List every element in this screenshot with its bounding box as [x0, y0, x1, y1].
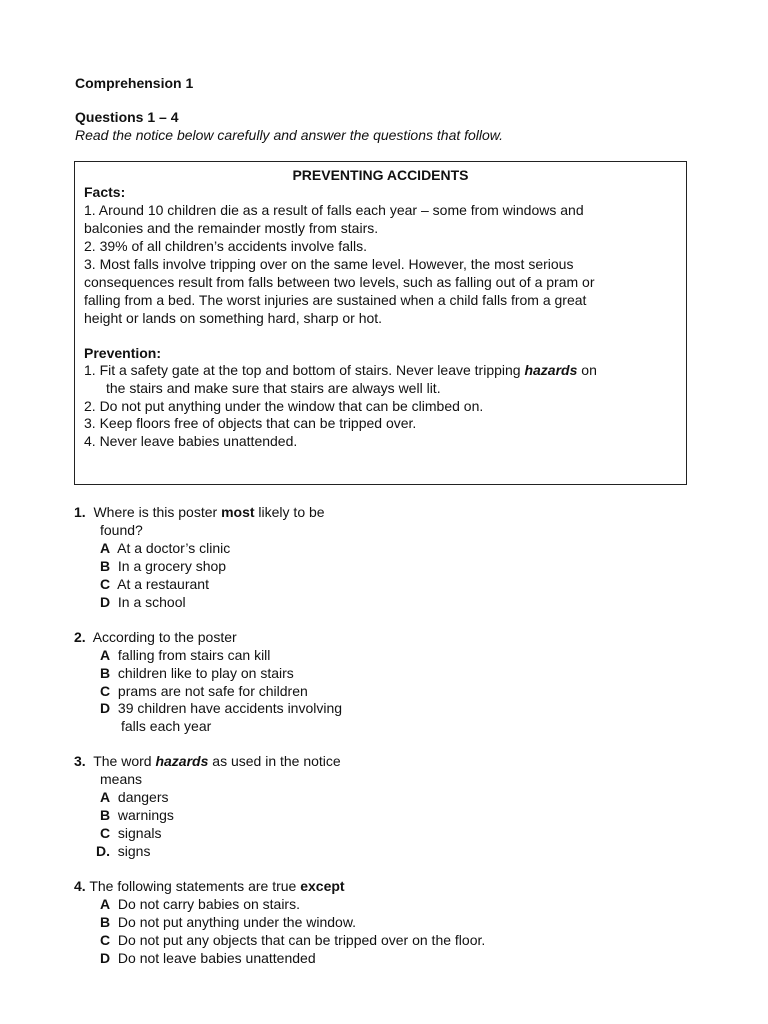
prevention-1-line-2: the stairs and make sure that stairs are always well lit. [106, 380, 441, 396]
question-3-stem-line-2: means [100, 771, 143, 787]
question-text: According to the poster [92, 629, 237, 645]
option-letter: B [100, 665, 111, 681]
question-2-option-d-line-2: falls each year [121, 718, 212, 734]
option-letter: B [100, 914, 111, 930]
question-text: Where is this poster [93, 504, 222, 520]
question-1-option-a[interactable] [100, 540, 230, 558]
fact-2: 2. 39% of all children’s accidents involve falls. [84, 238, 368, 254]
option-text: At a doctor’s clinic [117, 540, 231, 556]
question-4-stem [74, 878, 345, 896]
option-text: In a school [117, 594, 186, 610]
question-number: 1. [74, 504, 86, 520]
prevention-2: 2. Do not put anything under the window that can be climbed on. [84, 398, 484, 414]
prevention-4: 4. Never leave babies unattended. [84, 433, 298, 449]
option-letter: D [100, 700, 111, 716]
question-text: The word [93, 753, 156, 769]
instructions: Read the notice below carefully and answer the questions that follow. [75, 127, 504, 143]
option-letter: A [100, 540, 111, 556]
question-text-tail: likely to be [254, 504, 325, 520]
option-text: children like to play on stairs [117, 665, 294, 681]
option-letter: D [100, 950, 111, 966]
question-1-option-c[interactable] [100, 576, 209, 594]
option-letter: A [100, 896, 111, 912]
option-text: Do not carry babies on stairs. [117, 896, 300, 912]
option-letter: D. [96, 843, 110, 859]
question-3-option-d[interactable] [96, 843, 150, 861]
questions-range: Questions 1 – 4 [75, 109, 179, 125]
option-text: Do not leave babies unattended [117, 950, 316, 966]
fact-3-line-2: consequences result from falls between two levels, such as falling out of a pram or [84, 274, 595, 290]
option-text: Do not put anything under the window. [117, 914, 357, 930]
question-1-option-d[interactable] [100, 594, 186, 612]
question-1-stem [74, 504, 325, 522]
hazards-emphasis: hazards [524, 362, 578, 378]
option-text: dangers [117, 789, 169, 805]
question-text: The following statements are true [89, 878, 301, 894]
question-3-stem [74, 753, 341, 771]
prevention-3: 3. Keep floors free of objects that can be tripped over. [84, 415, 417, 431]
fact-3-line-4: height or lands on something hard, sharp or hot. [84, 310, 383, 326]
prevention-1-tail: on [577, 362, 597, 378]
question-1-option-b[interactable] [100, 558, 226, 576]
option-text: Do not put any objects that can be tripped over on the floor. [117, 932, 486, 948]
question-3-option-c[interactable] [100, 825, 162, 843]
question-2-option-a[interactable] [100, 647, 270, 665]
option-letter: C [100, 576, 111, 592]
question-4-option-d[interactable] [100, 950, 316, 968]
fact-3-line-1: 3. Most falls involve tripping over on the same level. However, the most serious [84, 256, 574, 272]
question-number: 4. [74, 878, 86, 894]
option-letter: A [100, 789, 111, 805]
option-text: 39 children have accidents involving [117, 700, 343, 716]
option-letter: D [100, 594, 111, 610]
question-2-stem [74, 629, 237, 647]
option-letter: A [100, 647, 111, 663]
question-emphasis: most [221, 504, 255, 520]
question-1-stem-line-2: found? [100, 522, 143, 538]
question-emphasis: except [300, 878, 345, 894]
fact-1-line-1: 1. Around 10 children die as a result of falls each year – some from windows and [84, 202, 584, 218]
option-text: In a grocery shop [117, 558, 227, 574]
option-text: warnings [117, 807, 174, 823]
prevention-label: Prevention: [84, 345, 162, 361]
fact-1-line-2: balconies and the remainder mostly from stairs. [84, 220, 379, 236]
option-letter: B [100, 558, 111, 574]
option-text: signals [117, 825, 162, 841]
option-text: falling from stairs can kill [117, 647, 271, 663]
option-text: prams are not safe for children [117, 683, 308, 699]
option-letter: C [100, 825, 111, 841]
question-4-option-a[interactable] [100, 896, 300, 914]
question-4-option-b[interactable] [100, 914, 356, 932]
section-heading: Comprehension 1 [75, 75, 194, 91]
question-2-option-b[interactable] [100, 665, 294, 683]
question-2-option-c[interactable] [100, 683, 308, 701]
question-3-option-b[interactable] [100, 807, 174, 825]
option-letter: B [100, 807, 111, 823]
notice-title: PREVENTING ACCIDENTS [292, 167, 469, 183]
question-4-option-c[interactable] [100, 932, 485, 950]
question-2-option-d[interactable] [100, 700, 342, 718]
fact-3-line-3: falling from a bed. The worst injuries are sustained when a child falls from a great [84, 292, 587, 308]
question-number: 3. [74, 753, 86, 769]
question-emphasis: hazards [155, 753, 209, 769]
question-number: 2. [74, 629, 86, 645]
question-text-tail: as used in the notice [208, 753, 341, 769]
facts-label: Facts: [84, 184, 126, 200]
option-text: At a restaurant [117, 576, 209, 592]
question-3-option-a[interactable] [100, 789, 169, 807]
option-letter: C [100, 683, 111, 699]
prevention-1-line-1 [84, 362, 597, 380]
option-text: signs [117, 843, 151, 859]
option-letter: C [100, 932, 111, 948]
prevention-1-text: 1. Fit a safety gate at the top and bottom of stairs. Never leave tripping [84, 362, 525, 378]
